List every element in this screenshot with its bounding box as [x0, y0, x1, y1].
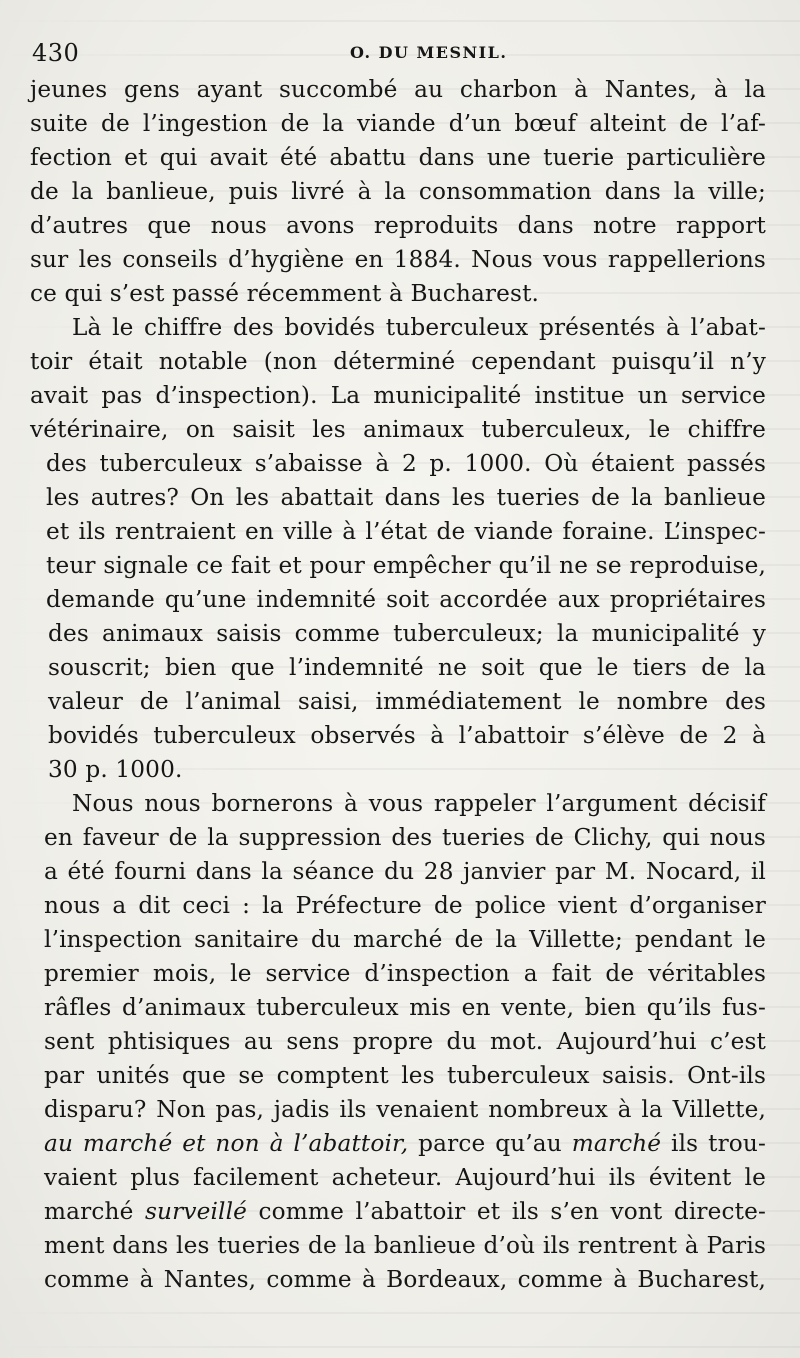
- text-line: valeur de l’animal saisi, immédiatement le nombre des: [48, 688, 766, 715]
- text-line: disparu? Non pas, jadis ils venaient nombreux à la Villette,: [44, 1096, 766, 1123]
- paragraph-end-line: 30 p. 1000.: [48, 756, 183, 783]
- text-line: par unités que se comptent les tuberculeux saisis. Ont-ils: [44, 1062, 766, 1089]
- paragraph-end-line: ce qui s’est passé récemment à Bucharest.: [30, 280, 540, 307]
- running-head: O. DU MESNIL.: [350, 43, 508, 62]
- italic-phrase: marché: [571, 1130, 662, 1157]
- text-line: teur signale ce fait et pour empêcher qu’il ne se reproduise,: [46, 552, 766, 579]
- text-line: et ils rentraient en ville à l’état de viande foraine. L’inspec-: [46, 518, 766, 545]
- text-line: des animaux saisis comme tuberculeux; la municipalité y: [48, 620, 766, 647]
- text-line-with-italics: [30, 1195, 766, 1229]
- text-line: sent phtisiques au sens propre du mot. Aujourd’hui c’est: [44, 1028, 766, 1055]
- text-line: des tuberculeux s’abaisse à 2 p. 1000. Où étaient passés: [46, 450, 766, 477]
- paragraph-first-line: Nous nous bornerons à vous rappeler l’argument décisif: [72, 790, 766, 817]
- text-line: a été fourni dans la séance du 28 janvier par M. Nocard, il: [44, 858, 766, 885]
- text-line: de la banlieue, puis livré à la consommation dans la ville;: [30, 178, 766, 205]
- body-text: [30, 73, 766, 1297]
- text-line: vaient plus facilement acheteur. Aujourd’hui ils évitent le: [44, 1164, 766, 1191]
- text-line: en faveur de la suppression des tueries de Clichy, qui nous: [44, 824, 766, 851]
- text-line: l’inspection sanitaire du marché de la Villette; pendant le: [44, 926, 766, 953]
- text-fragment: parce qu’au: [408, 1130, 572, 1157]
- text-fragment: marché: [44, 1198, 145, 1225]
- text-line: fection et qui avait été abattu dans une tuerie particulière: [30, 144, 766, 171]
- italic-phrase: au marché et non à l’abattoir,: [44, 1130, 409, 1157]
- text-line: souscrit; bien que l’indemnité ne soit que le tiers de la: [48, 654, 766, 681]
- paragraph-first-line: Là le chiffre des bovidés tuberculeux présentés à l’abat-: [72, 314, 766, 341]
- text-line: ment dans les tueries de la banlieue d’où ils rentrent à Paris: [44, 1232, 766, 1259]
- text-line: vétérinaire, on saisit les animaux tuberculeux, le chiffre: [30, 416, 766, 443]
- text-line: sur les conseils d’hygiène en 1884. Nous vous rappellerions: [30, 246, 766, 273]
- text-line: bovidés tuberculeux observés à l’abattoir s’élève de 2 à: [48, 722, 766, 749]
- text-line: premier mois, le service d’inspection a fait de véritables: [44, 960, 766, 987]
- text-fragment: comme l’abattoir et ils s’en vont directe-: [247, 1198, 767, 1225]
- text-line: jeunes gens ayant succombé au charbon à Nantes, à la: [30, 76, 766, 103]
- text-line: râfles d’animaux tuberculeux mis en vente, bien qu’ils fus-: [44, 994, 766, 1021]
- text-line: d’autres que nous avons reproduits dans notre rapport: [30, 212, 766, 239]
- text-line: avait pas d’inspection). La municipalité institue un service: [30, 382, 766, 409]
- text-line-with-italics: [30, 1127, 766, 1161]
- page-number: 430: [32, 39, 80, 67]
- text-line: suite de l’ingestion de la viande d’un bœuf alteint de l’af-: [30, 110, 766, 137]
- text-line: demande qu’une indemnité soit accordée aux propriétaires: [46, 586, 766, 613]
- text-fragment: ils trou-: [661, 1130, 766, 1157]
- page-header: [32, 38, 762, 68]
- text-line: comme à Nantes, comme à Bordeaux, comme à Bucharest,: [44, 1266, 766, 1293]
- text-line: nous a dit ceci : la Préfecture de police vient d’organiser: [44, 892, 766, 919]
- text-line: toir était notable (non déterminé cependant puisqu’il n’y: [30, 348, 766, 375]
- italic-phrase: surveillé: [144, 1198, 248, 1225]
- text-line: les autres? On les abattait dans les tueries de la banlieue: [46, 484, 766, 511]
